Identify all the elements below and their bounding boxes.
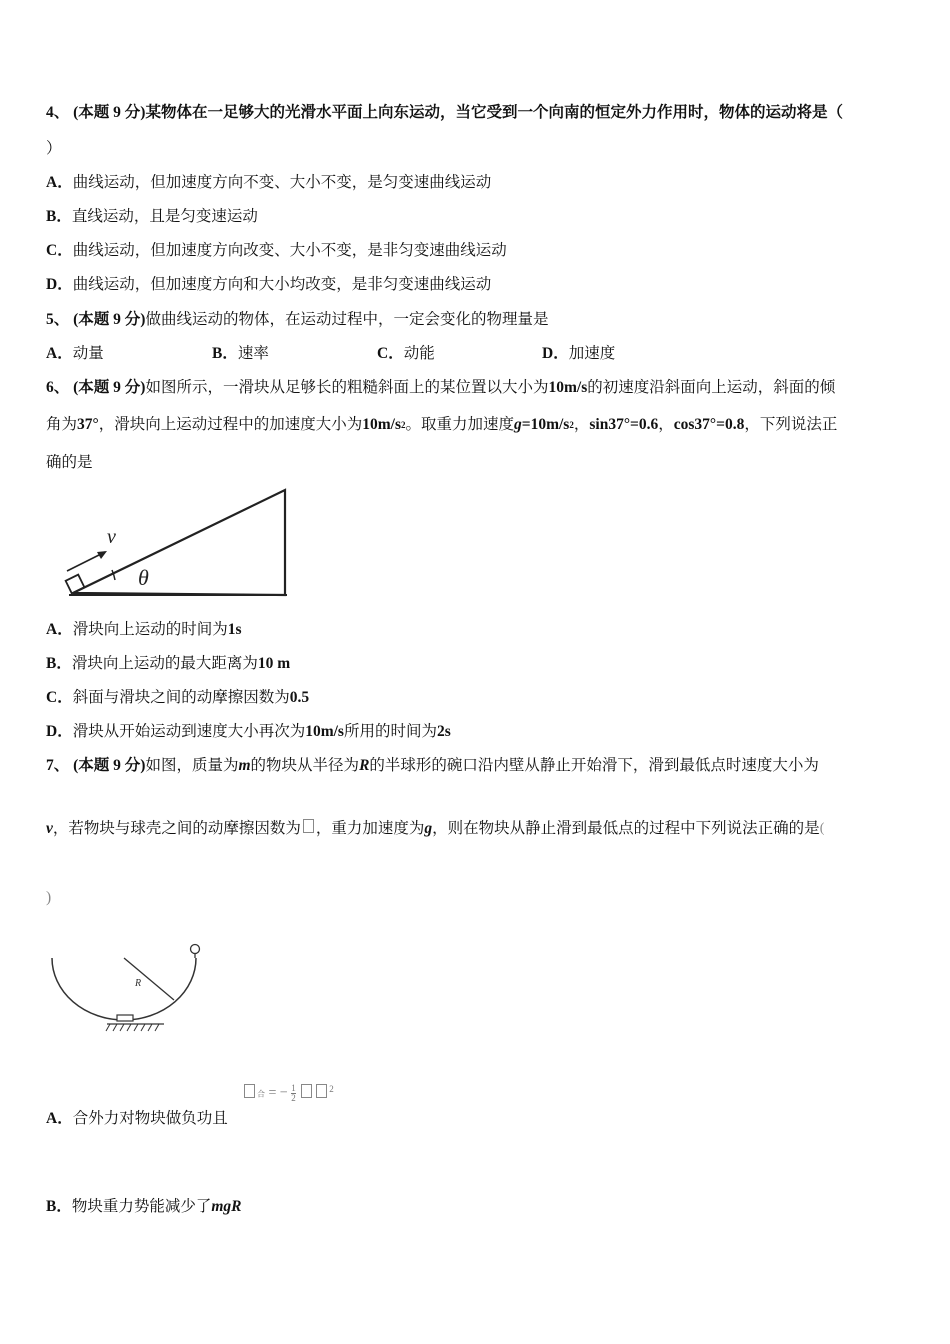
q4-number: 4、 [46,104,70,121]
q4-score: (本题 9 分) [73,104,146,121]
q7-v: v [46,820,53,837]
q6-option-b [46,654,290,674]
formula-frac: $\frac{1}{2}$ [291,1083,296,1103]
incline-figure [55,485,295,605]
q7-paren-open: ( [819,821,825,836]
option-text: 物块重力势能减少了 [71,1198,212,1215]
q6-comma: ， [658,416,674,433]
q7-option-b [46,1197,242,1217]
q5-option-d [542,344,615,364]
q6-stem-b: 的初速度沿斜面向上运动，斜面的倾 [587,379,836,396]
q7-line2-c: ，则在物块从静止滑到最低点的过程中下列说法正确的是 [432,820,820,837]
q7-R: R [359,757,370,774]
bowl-figure [44,940,206,1048]
option-text-b: 所用的时间为 [343,723,437,740]
q7-paren-close: ) [46,889,52,906]
q4-option-b [46,207,258,227]
q7-m: m [238,757,251,774]
q4-option-d [46,275,491,295]
option-label: A． [46,174,73,191]
q7-number: 7、 [46,757,70,774]
option-text: 滑块向上运动的时间为 [72,621,228,638]
q5-stem-text: 做曲线运动的物体，在运动过程中，一定会变化的物理量是 [145,311,549,328]
q4-stem-line1 [46,103,843,123]
q6-g: g [514,416,522,433]
option-text: 速率 [237,345,269,362]
option-label: A． [46,621,73,638]
bowl-arc [52,958,196,1020]
option-text: 斜面与滑块之间的动摩擦因数为 [72,689,290,706]
option-value: 0.5 [289,689,310,706]
q6-g-val: =10m/s [521,416,570,433]
option-text: 动量 [72,345,104,362]
option-value: mgR [211,1198,242,1215]
q7-formula: 合 = − $\frac{1}{2}$ $^2$ [242,1084,334,1103]
q5-option-a [46,344,104,364]
option-label: B． [46,208,72,225]
q7-line2-a: ，若物块与球壳之间的动摩擦因数为 [52,820,301,837]
q6-stem-line3: 确的是 [46,454,93,471]
q5-option-c [377,344,435,364]
bowl-support [117,1015,133,1021]
q6-line2-e: ，下列说法正 [744,416,838,433]
q6-option-c [46,688,309,708]
q6-stem-line1 [46,378,835,398]
q5-option-b [212,344,269,364]
q6-stem-a: 如图所示，一滑块从足够长的粗糙斜面上的某位置以大小为 [145,379,549,396]
option-text: 直线运动，且是匀变速运动 [71,208,258,225]
option-text: 滑块从开始运动到速度大小再次为 [72,723,306,740]
option-label: C． [46,689,73,706]
option-text: 滑块向上运动的最大距离为 [71,655,258,672]
q7-option-a [46,1109,228,1129]
ground-hatching [106,1024,159,1031]
q6-score: (本题 9 分) [73,379,146,396]
q4-stem-line2: ） [46,140,62,157]
option-label: C． [46,242,73,259]
option-label: D． [542,345,569,362]
option-value: 10 m [257,655,291,672]
option-label: B． [46,1198,72,1215]
option-text: 加速度 [568,345,616,362]
q6-sin: sin37°=0.6 [589,416,659,433]
R-label: R [135,978,142,989]
option-label: A． [46,1110,73,1127]
formula-box-icon [316,1084,327,1098]
q7-g: g [424,820,433,837]
q5-score: (本题 9 分) [73,311,146,328]
theta-label: θ [138,565,149,590]
q6-angle: 37° [77,416,99,433]
formula-box-icon [301,1084,312,1098]
radius-line [124,958,174,1000]
option-text: 曲线运动，但加速度方向不变、大小不变，是匀变速曲线运动 [72,174,492,191]
q7-stem-line1 [46,756,819,776]
q6-line2-c: 。取重力加速度 [405,416,514,433]
q5-stem [46,310,548,330]
small-block [191,945,200,954]
q6-acc: 10m/s [362,416,401,433]
q7-stem-a: 如图，质量为 [145,757,239,774]
option-label: B． [46,655,72,672]
q6-stem-line2: 角为37°，滑块向上运动过程中的加速度大小为$10m/s^2$。取重力加速度$g=10m/s^2$，sin37°=0.6，cos37°=0.8，下列说法正 [46,416,838,433]
q6-line2-b: ，滑块向上运动过程中的加速度大小为 [98,416,363,433]
q6-option-a [46,620,242,640]
option-label: D． [46,276,73,293]
q7-line2-b: ，重力加速度为 [315,820,425,837]
q6-cos: cos37°=0.8 [673,416,745,433]
option-value: 1s [227,621,242,638]
option-label: A． [46,345,73,362]
incline-triangle [73,490,285,595]
option-text: 曲线运动，但加速度方向和大小均改变，是非匀变速曲线运动 [72,276,492,293]
q5-number: 5、 [46,311,70,328]
option-label: C． [377,345,404,362]
option-text: 合外力对物块做负功且 [72,1110,228,1127]
q7-stem-line2 [46,819,824,839]
formula-sup: 2 [329,1084,334,1094]
q6-line2-a: 角为 [46,416,78,433]
option-text: 曲线运动，但加速度方向改变、大小不变，是非匀变速曲线运动 [72,242,507,259]
q4-stem: 某物体在一足够大的光滑水平面上向东运动，当它受到一个向南的恒定外力作用时，物体的运动将是（ [145,104,843,121]
option-label: D． [46,723,73,740]
mu-placeholder-icon [303,819,314,833]
formula-box-icon [244,1084,255,1098]
q7-stem-b: 的物块从半径为 [250,757,360,774]
q7-score: (本题 9 分) [73,757,146,774]
option-text: 动能 [403,345,435,362]
q6-number: 6、 [46,379,70,396]
q7-stem-c: 的半球形的碗口沿内壁从静止开始滑下，滑到最低点时速度大小为 [369,757,819,774]
q4-option-c [46,241,507,261]
q6-line2-d: ， [573,416,590,433]
formula-eq: = − [268,1085,288,1101]
option-value2: 2s [436,723,451,740]
q4-option-a [46,173,491,193]
option-value: 10m/s [305,723,344,740]
option-label: B． [212,345,238,362]
slider-block [66,575,85,594]
q6-option-d [46,722,451,742]
v-label: v [107,526,116,548]
q6-speed: 10m/s [548,379,588,396]
